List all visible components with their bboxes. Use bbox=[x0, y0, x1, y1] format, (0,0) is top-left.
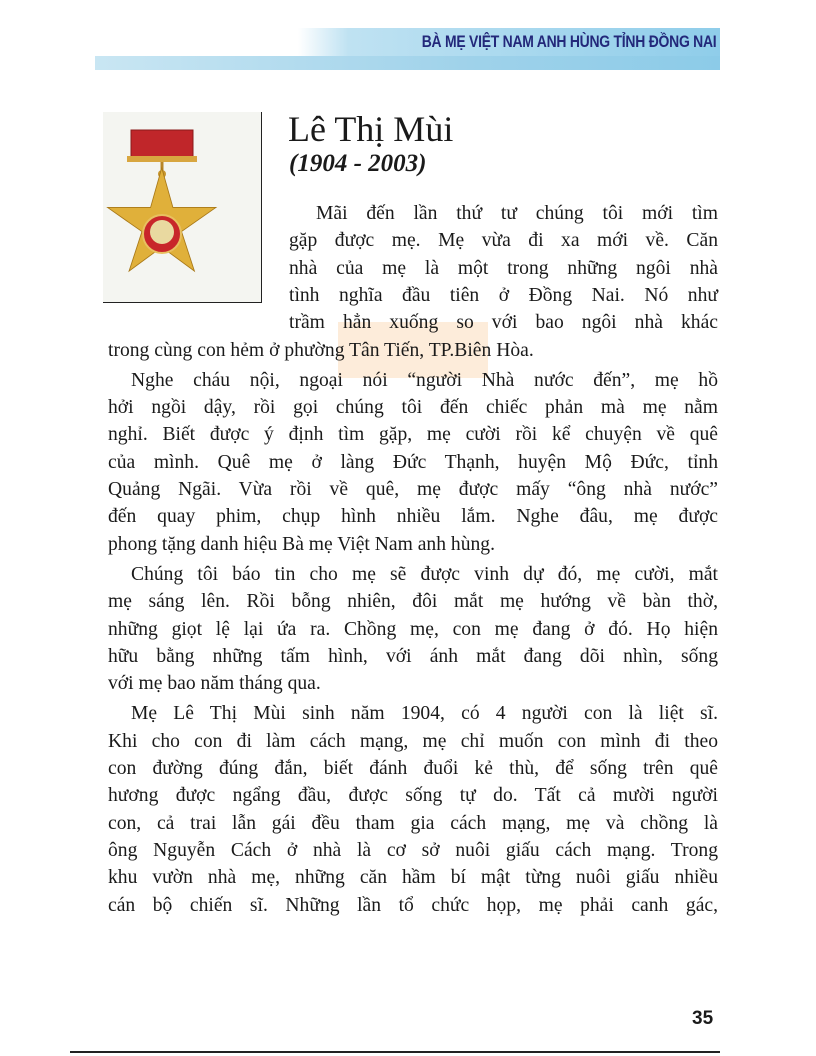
person-dates: (1904 - 2003) bbox=[289, 150, 427, 177]
header-banner bbox=[95, 56, 720, 70]
text-line: nhà của mẹ là một trong những ngôi nhà bbox=[289, 257, 718, 279]
text-line: con, cả trai lẫn gái đều tham gia cách mạng, mẹ và chồng là bbox=[108, 812, 718, 834]
text-line: với mẹ bao năm tháng qua. bbox=[108, 673, 321, 695]
text-line: những giọt lệ lại ứa ra. Chồng mẹ, con mẹ đang ở đó. Họ hiện bbox=[108, 618, 718, 640]
text-line: trầm hẳn xuống so với bao ngôi nhà khác bbox=[289, 312, 718, 334]
footer-rule bbox=[70, 1051, 720, 1053]
text-line: hương được ngẩng đầu, được sống tự do. Tất cả mười người bbox=[108, 785, 718, 807]
text-line: cán bộ chiến sĩ. Những lần tổ chức họp, mẹ phải canh gác, bbox=[108, 894, 718, 916]
text-line: phong tặng danh hiệu Bà mẹ Việt Nam anh hùng. bbox=[108, 533, 495, 555]
person-name: Lê Thị Mùi bbox=[288, 109, 454, 149]
page-number: 35 bbox=[692, 1008, 714, 1029]
running-header: BÀ MẸ VIỆT NAM ANH HÙNG TỈNH ĐỒNG NAI bbox=[421, 32, 716, 51]
text-line: Mẹ Lê Thị Mùi sinh năm 1904, có 4 người con là liệt sĩ. bbox=[131, 703, 718, 725]
text-line: Khi cho con đi làm cách mạng, mẹ chỉ muốn con mình đi theo bbox=[108, 730, 718, 752]
medal-image bbox=[103, 112, 262, 303]
text-line: mẹ sáng lên. Rồi bỗng nhiên, đôi mắt mẹ hướng về bàn thờ, bbox=[108, 591, 718, 613]
text-line: tình nghĩa đầu tiên ở Đồng Nai. Nó như bbox=[289, 284, 718, 306]
text-line: nghỉ. Biết được ý định tìm gặp, mẹ cười rồi kể chuyện về quê bbox=[108, 424, 718, 446]
text-line: hữu bằng những tấm hình, với ánh mắt đang dõi nhìn, sống bbox=[108, 645, 718, 667]
text-line: hởi ngồi dậy, rồi gọi chúng tôi đến chiếc phản mà mẹ nằm bbox=[108, 397, 718, 419]
text-line: ông Nguyễn Cách ở nhà là cơ sở nuôi giấu cách mạng. Trong bbox=[108, 839, 718, 861]
text-line: đến quay phim, chụp hình nhiều lắm. Nghe đâu, mẹ được bbox=[108, 506, 718, 528]
text-line: khu vườn nhà mẹ, những căn hầm bí mật từng nuôi giấu nhiều bbox=[108, 867, 718, 889]
text-line: Nghe cháu nội, ngoại nói “người Nhà nước đến”, mẹ hồ bbox=[131, 369, 718, 391]
text-line: gặp được mẹ. Mẹ vừa đi xa mới về. Căn bbox=[289, 230, 718, 252]
text-line: Mãi đến lần thứ tư chúng tôi mới tìm bbox=[316, 203, 718, 224]
text-line: trong cùng con hẻm ở phường Tân Tiến, TP.Biên Hòa. bbox=[108, 339, 534, 361]
text-line: con đường đúng đắn, biết đánh đuổi kẻ thù, để sống trên quê bbox=[108, 758, 718, 779]
text-line: Chúng tôi báo tin cho mẹ sẽ được vinh dự đó, mẹ cười, mắt bbox=[131, 563, 718, 585]
text-line: Quảng Ngãi. Vừa rồi về quê, mẹ được mấy “ông nhà nước” bbox=[108, 479, 718, 500]
text-line: của mình. Quê mẹ ở làng Đức Thạnh, huyện Mộ Đức, tỉnh bbox=[108, 451, 718, 473]
hero-medal-icon bbox=[103, 112, 261, 302]
